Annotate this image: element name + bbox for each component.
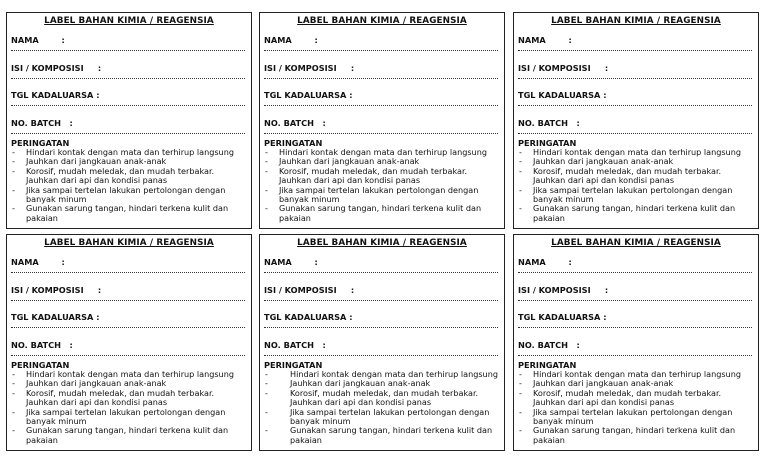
dash-bullet: - bbox=[12, 203, 15, 214]
warning-text: Jika sampai tertelan lakukan pertolongan dengan banyak minum bbox=[533, 406, 733, 427]
warning-text: Hindari kontak dengan mata dan terhirup langsung bbox=[290, 369, 498, 379]
dash-bullet: - bbox=[265, 203, 268, 214]
warning-text: Jauhkan dari jangkauan anak-anak bbox=[533, 378, 674, 389]
chemical-label bbox=[513, 234, 759, 451]
field-no-batch bbox=[7, 109, 251, 137]
dotted-line bbox=[264, 327, 498, 328]
label-title: LABEL BAHAN KIMIA / REAGENSIA bbox=[44, 16, 214, 26]
warning-text: Jauhkan dari jangkauan anak-anak bbox=[279, 156, 420, 167]
dotted-line bbox=[518, 78, 752, 79]
field-label: ISI / KOMPOSISI : bbox=[264, 62, 355, 73]
warning-item bbox=[11, 186, 245, 205]
field-label: NAMA : bbox=[518, 35, 572, 45]
warning-text: Korosif, mudah meledak, dan mudah terbakar. Jauhkan dari api dan kondisi panas bbox=[26, 165, 215, 186]
field-isi-komposisi bbox=[7, 276, 251, 304]
dash-bullet: - bbox=[519, 156, 522, 167]
warning-text: Jauhkan dari jangkauan anak-anak bbox=[290, 378, 431, 389]
field-isi-komposisi bbox=[260, 54, 504, 82]
dotted-line bbox=[11, 300, 245, 301]
warning-item bbox=[264, 204, 498, 223]
warning-text: Gunakan sarung tangan, hindari terkena kulit dan pakaian bbox=[533, 425, 736, 445]
field-label: ISI / KOMPOSISI : bbox=[518, 62, 609, 73]
dotted-line bbox=[264, 355, 498, 356]
field-isi-komposisi bbox=[514, 54, 758, 82]
warning-section bbox=[260, 358, 504, 445]
warning-item bbox=[518, 389, 752, 408]
warning-text: Jauhkan dari jangkauan anak-anak bbox=[26, 156, 167, 167]
warning-text: Jika sampai tertelan lakukan pertolongan dengan banyak minum bbox=[290, 406, 490, 427]
dotted-line bbox=[518, 50, 752, 51]
warning-text: Jauhkan dari jangkauan anak-anak bbox=[533, 156, 674, 167]
field-label: TGL KADALUARSA : bbox=[518, 312, 607, 322]
field-label: NO. BATCH : bbox=[264, 117, 326, 128]
warning-item bbox=[518, 167, 752, 186]
warning-item bbox=[518, 426, 752, 445]
field-isi-komposisi bbox=[514, 276, 758, 304]
field-label: NAMA : bbox=[264, 257, 318, 267]
dotted-line bbox=[11, 50, 245, 51]
label-title: LABEL BAHAN KIMIA / REAGENSIA bbox=[297, 238, 467, 248]
field-no-batch bbox=[260, 331, 504, 359]
dash-bullet: - bbox=[12, 156, 15, 167]
field-no-batch bbox=[514, 109, 758, 137]
warning-item bbox=[11, 408, 245, 427]
dash-bullet: - bbox=[265, 378, 268, 389]
dotted-line bbox=[518, 133, 752, 134]
dash-bullet: - bbox=[265, 156, 268, 167]
warning-text: Hindari kontak dengan mata dan terhirup langsung bbox=[533, 369, 741, 379]
dotted-line bbox=[264, 300, 498, 301]
dash-bullet: - bbox=[519, 378, 522, 389]
warning-text: Gunakan sarung tangan, hindari terkena kulit dan pakaian bbox=[279, 203, 482, 223]
dotted-line bbox=[264, 78, 498, 79]
warning-text: Jika sampai tertelan lakukan pertolongan dengan banyak minum bbox=[279, 184, 479, 205]
dotted-line bbox=[11, 272, 245, 273]
field-label: ISI / KOMPOSISI : bbox=[264, 284, 355, 295]
warning-list bbox=[11, 148, 245, 223]
warning-title: PERINGATAN bbox=[264, 138, 323, 148]
dash-bullet: - bbox=[12, 369, 15, 379]
warning-list bbox=[518, 370, 752, 445]
field-nama bbox=[7, 248, 251, 276]
field-label: NAMA : bbox=[11, 257, 65, 267]
field-label: TGL KADALUARSA : bbox=[11, 90, 100, 100]
warning-list bbox=[11, 370, 245, 445]
warning-list bbox=[264, 148, 498, 223]
warning-section bbox=[514, 136, 758, 223]
dash-bullet: - bbox=[12, 165, 15, 176]
field-no-batch bbox=[260, 109, 504, 137]
warning-list bbox=[264, 370, 498, 445]
warning-text: Hindari kontak dengan mata dan terhirup langsung bbox=[533, 147, 741, 157]
field-label: ISI / KOMPOSISI : bbox=[11, 62, 102, 73]
field-no-batch bbox=[7, 331, 251, 359]
dash-bullet: - bbox=[12, 147, 15, 157]
field-label: NAMA : bbox=[11, 35, 65, 45]
dash-bullet: - bbox=[265, 425, 268, 436]
dash-bullet: - bbox=[265, 147, 268, 157]
warning-text: Korosif, mudah meledak, dan mudah terbakar. Jauhkan dari api dan kondisi panas bbox=[290, 387, 479, 408]
warning-title: PERINGATAN bbox=[11, 360, 70, 370]
label-title: LABEL BAHAN KIMIA / REAGENSIA bbox=[551, 16, 721, 26]
dotted-line bbox=[264, 272, 498, 273]
field-tgl-kadaluarsa bbox=[260, 303, 504, 331]
warning-section bbox=[7, 136, 251, 223]
chemical-label bbox=[6, 234, 252, 451]
dotted-line bbox=[264, 50, 498, 51]
warning-title: PERINGATAN bbox=[11, 138, 70, 148]
field-label: NAMA : bbox=[264, 35, 318, 45]
chemical-label bbox=[259, 234, 505, 451]
chemical-label bbox=[259, 12, 505, 229]
dash-bullet: - bbox=[12, 406, 15, 417]
field-label: NO. BATCH : bbox=[11, 117, 73, 128]
field-label: NAMA : bbox=[518, 257, 572, 267]
warning-text: Jika sampai tertelan lakukan pertolongan dengan banyak minum bbox=[26, 184, 226, 205]
field-label: ISI / KOMPOSISI : bbox=[518, 284, 609, 295]
label-title: LABEL BAHAN KIMIA / REAGENSIA bbox=[44, 238, 214, 248]
dash-bullet: - bbox=[519, 165, 522, 176]
warning-item bbox=[264, 186, 498, 205]
dash-bullet: - bbox=[265, 387, 268, 398]
warning-item bbox=[518, 186, 752, 205]
dotted-line bbox=[264, 133, 498, 134]
chemical-label bbox=[6, 12, 252, 229]
dotted-line bbox=[518, 105, 752, 106]
dotted-line bbox=[264, 105, 498, 106]
warning-section bbox=[260, 136, 504, 223]
field-label: NO. BATCH : bbox=[264, 339, 326, 350]
field-isi-komposisi bbox=[7, 54, 251, 82]
field-tgl-kadaluarsa bbox=[260, 81, 504, 109]
warning-title: PERINGATAN bbox=[518, 138, 577, 148]
dash-bullet: - bbox=[265, 406, 268, 417]
dotted-line bbox=[11, 78, 245, 79]
warning-item bbox=[11, 204, 245, 223]
field-no-batch bbox=[514, 331, 758, 359]
dash-bullet: - bbox=[519, 184, 522, 195]
warning-item bbox=[264, 167, 498, 186]
chemical-label bbox=[513, 12, 759, 229]
warning-section bbox=[514, 358, 758, 445]
warning-item bbox=[11, 426, 245, 445]
field-tgl-kadaluarsa bbox=[7, 81, 251, 109]
dash-bullet: - bbox=[265, 369, 268, 379]
field-label: TGL KADALUARSA : bbox=[264, 90, 353, 100]
field-tgl-kadaluarsa bbox=[514, 81, 758, 109]
dash-bullet: - bbox=[519, 203, 522, 214]
warning-text: Hindari kontak dengan mata dan terhirup langsung bbox=[26, 369, 234, 379]
dash-bullet: - bbox=[12, 184, 15, 195]
field-isi-komposisi bbox=[260, 276, 504, 304]
dotted-line bbox=[518, 355, 752, 356]
dash-bullet: - bbox=[519, 387, 522, 398]
dash-bullet: - bbox=[519, 147, 522, 157]
label-title: LABEL BAHAN KIMIA / REAGENSIA bbox=[297, 16, 467, 26]
warning-title: PERINGATAN bbox=[264, 360, 323, 370]
dash-bullet: - bbox=[265, 184, 268, 195]
warning-item bbox=[11, 167, 245, 186]
field-label: TGL KADALUARSA : bbox=[264, 312, 353, 322]
field-nama bbox=[514, 248, 758, 276]
warning-item bbox=[264, 426, 498, 445]
dotted-line bbox=[11, 133, 245, 134]
warning-text: Jika sampai tertelan lakukan pertolongan dengan banyak minum bbox=[26, 406, 226, 427]
field-nama bbox=[514, 26, 758, 54]
warning-text: Gunakan sarung tangan, hindari terkena kulit dan pakaian bbox=[26, 425, 229, 445]
warning-text: Korosif, mudah meledak, dan mudah terbakar. Jauhkan dari api dan kondisi panas bbox=[533, 165, 722, 186]
dash-bullet: - bbox=[265, 165, 268, 176]
field-label: TGL KADALUARSA : bbox=[11, 312, 100, 322]
warning-item bbox=[518, 408, 752, 427]
warning-text: Jika sampai tertelan lakukan pertolongan dengan banyak minum bbox=[533, 184, 733, 205]
warning-text: Jauhkan dari jangkauan anak-anak bbox=[26, 378, 167, 389]
field-label: ISI / KOMPOSISI : bbox=[11, 284, 102, 295]
field-label: TGL KADALUARSA : bbox=[518, 90, 607, 100]
warning-text: Gunakan sarung tangan, hindari terkena kulit dan pakaian bbox=[26, 203, 229, 223]
field-tgl-kadaluarsa bbox=[7, 303, 251, 331]
field-nama bbox=[260, 248, 504, 276]
warning-item bbox=[264, 389, 498, 408]
dash-bullet: - bbox=[12, 387, 15, 398]
warning-text: Korosif, mudah meledak, dan mudah terbakar. Jauhkan dari api dan kondisi panas bbox=[26, 387, 215, 408]
warning-item bbox=[518, 204, 752, 223]
dash-bullet: - bbox=[519, 406, 522, 417]
dotted-line bbox=[11, 327, 245, 328]
warning-text: Gunakan sarung tangan, hindari terkena kulit dan pakaian bbox=[533, 203, 736, 223]
label-title: LABEL BAHAN KIMIA / REAGENSIA bbox=[551, 238, 721, 248]
warning-text: Korosif, mudah meledak, dan mudah terbakar. Jauhkan dari api dan kondisi panas bbox=[279, 165, 468, 186]
dotted-line bbox=[11, 355, 245, 356]
warning-item bbox=[264, 408, 498, 427]
warning-title: PERINGATAN bbox=[518, 360, 577, 370]
field-label: NO. BATCH : bbox=[518, 339, 580, 350]
warning-text: Gunakan sarung tangan, hindari terkena kulit dan pakaian bbox=[290, 425, 493, 445]
field-nama bbox=[260, 26, 504, 54]
dotted-line bbox=[11, 105, 245, 106]
field-nama bbox=[7, 26, 251, 54]
dash-bullet: - bbox=[519, 425, 522, 436]
warning-text: Hindari kontak dengan mata dan terhirup langsung bbox=[26, 147, 234, 157]
field-tgl-kadaluarsa bbox=[514, 303, 758, 331]
warning-list bbox=[518, 148, 752, 223]
dotted-line bbox=[518, 272, 752, 273]
warning-item bbox=[11, 389, 245, 408]
dash-bullet: - bbox=[519, 369, 522, 379]
field-label: NO. BATCH : bbox=[11, 339, 73, 350]
dotted-line bbox=[518, 300, 752, 301]
warning-text: Hindari kontak dengan mata dan terhirup langsung bbox=[279, 147, 487, 157]
warning-section bbox=[7, 358, 251, 445]
field-label: NO. BATCH : bbox=[518, 117, 580, 128]
dash-bullet: - bbox=[12, 425, 15, 436]
dotted-line bbox=[518, 327, 752, 328]
warning-text: Korosif, mudah meledak, dan mudah terbakar. Jauhkan dari api dan kondisi panas bbox=[533, 387, 722, 408]
dash-bullet: - bbox=[12, 378, 15, 389]
